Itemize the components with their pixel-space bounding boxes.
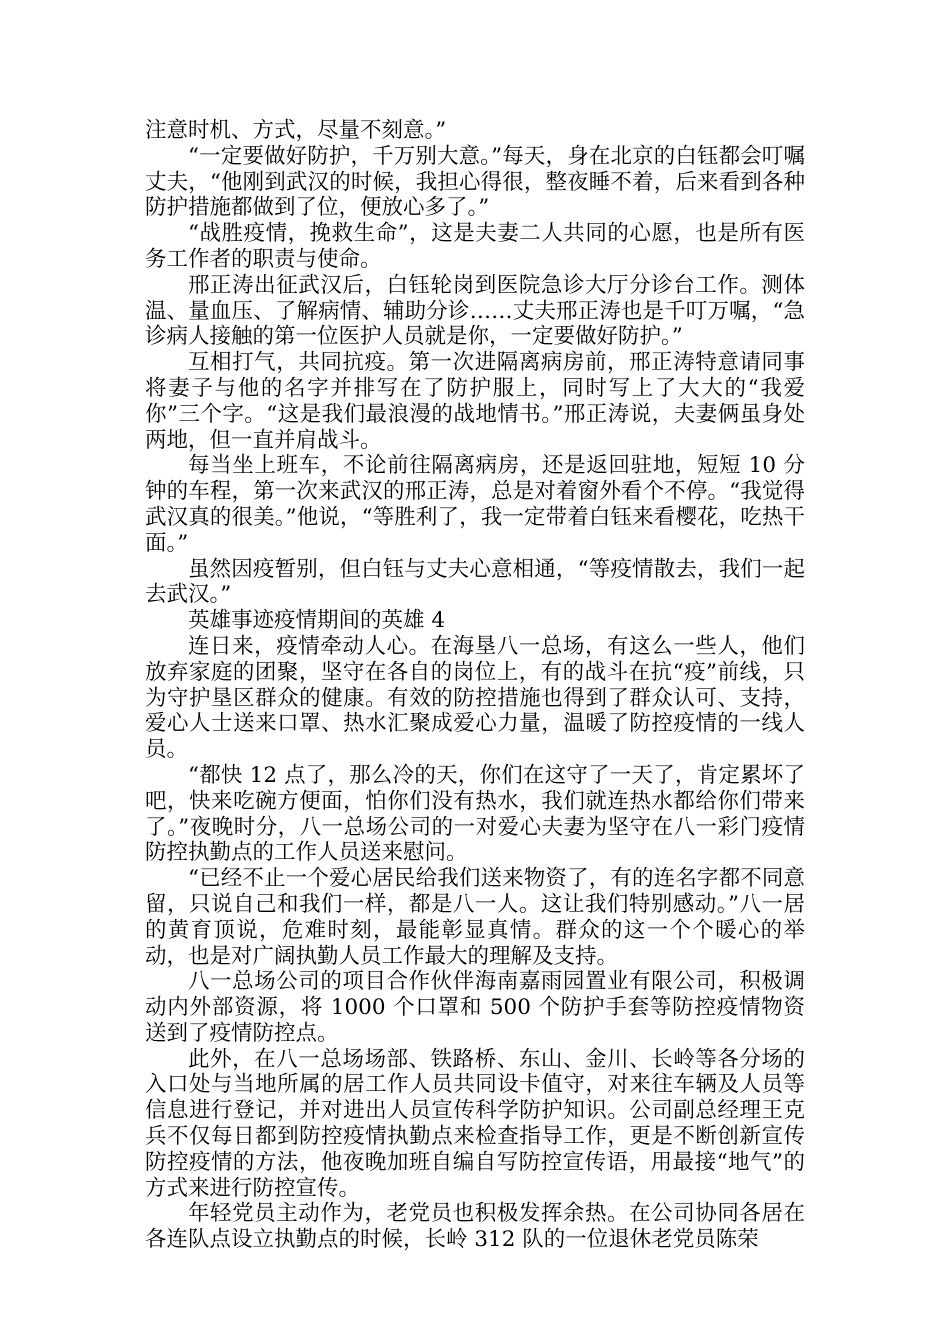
paragraph: 此外，在八一总场场部、铁路桥、东山、金川、长岭等各分场的入口处与当地所属的居工作人员共同设卡值守，对来往车辆及人员等信息进行登记，并对进出人员宣传科学防护知识。公司副总经理王克兵不仅每日都到防控疫情执勤点来检查指导工作，更是不断创新宣传防控疫情的方法，他夜晚加班自编自写防控宣传语，用最接“地气”的方式来进行防控宣传。 <box>145 1046 805 1201</box>
paragraph: 连日来，疫情牵动人心。在海垦八一总场，有这么一些人，他们放弃家庭的团聚，坚守在各自的岗位上，有的战斗在抗“疫”前线，只为守护垦区群众的健康。有效的防控措施也得到了群众认可、支持，爱心人士送来口罩、热水汇聚成爱心力量，温暖了防控疫情的一线人员。 <box>145 633 805 763</box>
paragraph: 互相打气，共同抗疫。第一次进隔离病房前，邢正涛特意请同事将妻子与他的名字并排写在了防护服上，同时写上了大大的“我爱你”三个字。“这是我们最浪漫的战地情书。”邢正涛说，夫妻俩虽身处两地，但一直并肩战斗。 <box>145 350 805 453</box>
paragraph: “已经不止一个爱心居民给我们送来物资了，有的连名字都不同意留，只说自己和我们一样，都是八一人。这让我们特别感动。”八一居的黄育顶说，危难时刻，最能彰显真情。群众的这一个个暖心的举动，也是对广阔执勤人员工作最大的理解及支持。 <box>145 866 805 969</box>
section-heading: 英雄事迹疫情期间的英雄 4 <box>188 608 446 634</box>
paragraph: 年轻党员主动作为，老党员也积极发挥余热。在公司协同各居在各连队点设立执勤点的时候，长岭 312 队的一位退休老党员陈荣 <box>145 1201 805 1253</box>
paragraph: 八一总场公司的项目合作伙伴海南嘉雨园置业有限公司，积极调动内外部资源，将 1000 个口罩和 500 个防护手套等防控疫情物资送到了疫情防控点。 <box>145 969 805 1046</box>
paragraph: 虽然因疫暂别，但白钰与丈夫心意相通，“等疫情散去，我们一起去武汉。” <box>145 556 805 608</box>
paragraph: 邢正涛出征武汉后，白钰轮岗到医院急诊大厅分诊台工作。测体温、量血压、了解病情、辅助分诊……丈夫邢正涛也是千叮万嘱，“急诊病人接触的第一位医护人员就是你，一定要做好防护。” <box>145 272 805 350</box>
paragraph: “战胜疫情，挽救生命”，这是夫妻二人共同的心愿，也是所有医务工作者的职责与使命。 <box>145 221 805 272</box>
paragraph: “都快 12 点了，那么冷的天，你们在这守了一天了，肯定累坏了吧，快来吃碗方便面，怕你们没有热水，我们就连热水都给你们带来了。”夜晚时分，八一总场公司的一对爱心夫妻为坚守在八一彩门疫情防控执勤点的工作人员送来慰问。 <box>145 762 805 866</box>
paragraph-continuation: 注意时机、方式，尽量不刻意。” <box>145 118 447 143</box>
document-body <box>145 118 805 1253</box>
paragraph: 每当坐上班车，不论前往隔离病房，还是返回驻地，短短 10 分钟的车程，第一次来武汉的邢正涛，总是对着窗外看个不停。“我觉得武汉真的很美。”他说，“等胜利了，我一定带着白钰来看樱花，吃热干面。” <box>145 453 805 556</box>
paragraph: “一定要做好防护，千万别大意。”每天，身在北京的白钰都会叮嘱丈夫，“他刚到武汉的时候，我担心得很，整夜睡不着，后来看到各种防护措施都做到了位，便放心多了。” <box>145 143 805 221</box>
